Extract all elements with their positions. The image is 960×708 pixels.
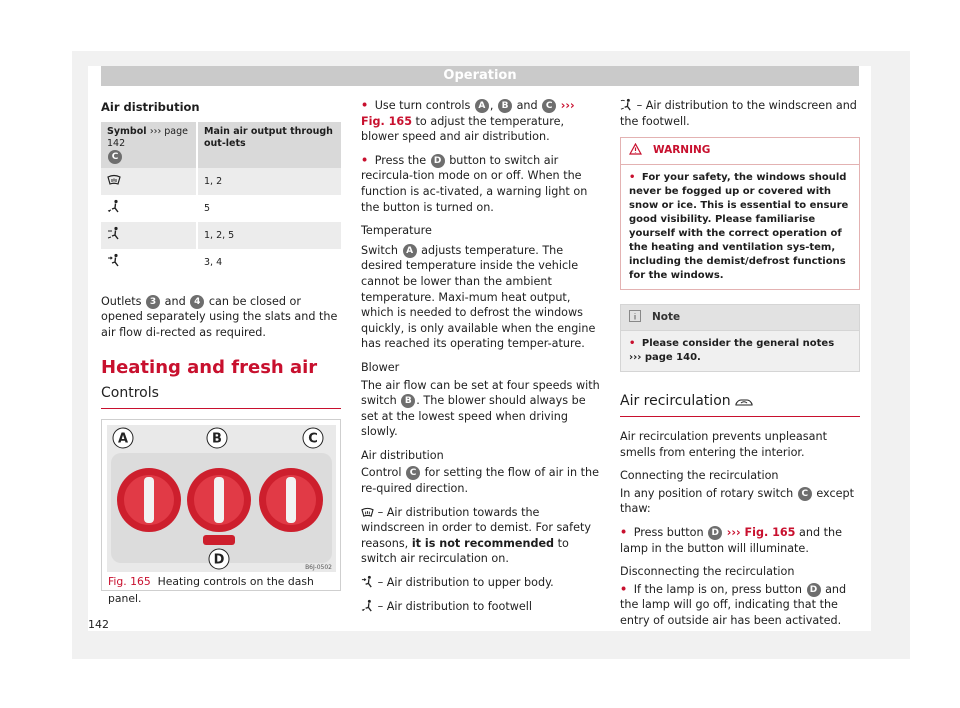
- air-distribution-subheading: Air distribution: [361, 448, 444, 462]
- figure-label-d: D: [213, 552, 225, 568]
- callout-a: A: [403, 244, 417, 258]
- page-ref-link[interactable]: ››› page 142: [107, 125, 188, 149]
- temperature-heading: Temperature: [361, 224, 432, 238]
- column-3: [620, 98, 860, 637]
- blower-heading: Blower: [361, 360, 400, 374]
- figure-label-b: B: [212, 431, 222, 447]
- warning-triangle-icon: [629, 143, 642, 155]
- bullet-icon: •: [620, 525, 628, 539]
- recirculation-car-icon: [735, 397, 753, 407]
- table-row: [101, 222, 341, 249]
- callout-3: 3: [146, 295, 160, 309]
- bullet-icon: •: [629, 171, 636, 183]
- fig-ref-link[interactable]: ››› Fig. 165: [726, 525, 796, 539]
- figure-ref: Fig. 165: [108, 574, 151, 588]
- info-icon: [629, 310, 641, 322]
- figure-code: B6J-0502: [305, 563, 332, 571]
- connecting-bullet: • Press button D ››› Fig. 165 and the lamp in the button will illuminate.: [620, 525, 842, 555]
- callout-d: D: [708, 526, 722, 540]
- table-cell-outlets: 5: [204, 202, 211, 214]
- page-header: Operation: [101, 66, 859, 86]
- page-number: 142: [88, 618, 109, 631]
- body-footwell-icon: [107, 226, 121, 240]
- bullet-recirc-button: • Press the D button to switch air recircula-tion mode on or off. When the function is ac-tivated, a warning light on the button is turned on.: [361, 153, 588, 214]
- footwell-icon: [361, 599, 374, 612]
- table-row: [101, 195, 341, 222]
- table-header-symbol: Symbol ››› page 142 C: [101, 122, 197, 168]
- disconnecting-heading: Disconnecting the recirculation: [620, 565, 795, 579]
- fig-ref-link[interactable]: ››› Fig. 165: [361, 99, 575, 128]
- column-1: [101, 98, 341, 605]
- figure-box: [101, 419, 341, 605]
- callout-d: D: [431, 154, 445, 168]
- note-header: Note: [621, 305, 859, 332]
- callout-b: B: [498, 99, 512, 113]
- figure-label-a: A: [117, 431, 129, 447]
- note-body: • Please consider the general notes ››› page 140.: [629, 338, 835, 364]
- table-row: [101, 249, 341, 276]
- connecting-paragraph: In any position of rotary switch C except thaw:: [620, 486, 854, 516]
- bullet-icon: •: [361, 153, 369, 167]
- table-cell-outlets: 3, 4: [204, 256, 223, 268]
- heating-controls-illustration: [107, 425, 336, 572]
- footwell-icon: [107, 199, 121, 213]
- temperature-paragraph: Switch A adjusts temperature. The desired temperature inside the vehicle cannot be lower than the ambient temperature. Maxi-mum heat output, which is needed to defrost the windows quickly, is only available when the engine has reached its operating temper-ature.: [361, 243, 596, 351]
- figure-caption: Fig. 165 Heating controls on the dash panel.: [108, 574, 314, 605]
- bullet-turn-controls: • Use turn controls A , B and C ››› Fig. 165 to adjust the temperature, blower speed and air distribution.: [361, 99, 575, 144]
- table-header-output: Main air output through out-lets: [197, 122, 341, 168]
- upper-body-icon: [361, 575, 374, 588]
- callout-c: C: [406, 466, 420, 480]
- footwell-paragraph: – Air distribution to footwell: [361, 599, 602, 615]
- bullet-icon: •: [629, 338, 636, 350]
- callout-b: B: [401, 394, 415, 408]
- note-box: [620, 304, 860, 373]
- bullet-icon: •: [361, 99, 369, 112]
- figure-label-c: C: [308, 431, 318, 447]
- column-2: [361, 98, 602, 622]
- table-cell-outlets: 1, 2, 5: [197, 222, 341, 249]
- air-recirculation-title: Air recirculation: [620, 394, 860, 417]
- connecting-heading: Connecting the recirculation: [620, 469, 779, 483]
- blower-paragraph: The air flow can be set at four speeds with switch B . The blower should always be set at the lowest speed when driving slowly.: [361, 378, 600, 439]
- figure-image: [107, 425, 336, 572]
- callout-c: C: [798, 487, 812, 501]
- warning-header: WARNING: [621, 138, 859, 165]
- callout-4: 4: [190, 295, 204, 309]
- page-ref-link[interactable]: ››› page 140: [629, 352, 698, 364]
- upper-body-icon: [107, 253, 121, 267]
- section-title: Heating and fresh air: [101, 357, 318, 379]
- air-distribution-paragraph: Control C for setting the flow of air in the re-quired direction.: [361, 466, 599, 496]
- callout-c: C: [542, 99, 556, 113]
- outlets-paragraph: Outlets 3 and 4 can be closed or opened separately using the slats and the air flow di-rected as required.: [101, 294, 338, 339]
- warning-box: [620, 137, 860, 290]
- air-output-table: [101, 122, 341, 276]
- warning-body: • For your safety, the windows should never be fogged up or covered with snow or ice. This is essential to ensure good visibility. Please familiarise yourself with the correct operation of the heating and ventilation sys-tem, including the demist/defrost functions for the windows.: [629, 171, 849, 281]
- table-row: [101, 168, 341, 195]
- callout-c: C: [108, 150, 122, 164]
- table-cell-outlets: 1, 2: [197, 168, 341, 195]
- air-distribution-heading: Air distribution: [101, 100, 200, 114]
- callout-d: D: [807, 583, 821, 597]
- windscreen-icon: [107, 174, 121, 186]
- recirc-intro: Air recirculation prevents unpleasant smells from entering the interior.: [620, 429, 827, 459]
- windscreen-icon: [361, 507, 374, 518]
- callout-a: A: [475, 99, 489, 113]
- upper-body-paragraph: – Air distribution to upper body.: [361, 575, 602, 591]
- windscreen-paragraph: – Air distribution towards the windscreen in order to demist. For safety reasons, it is not recommended to switch air recirculation on.: [361, 505, 591, 566]
- bullet-icon: •: [620, 582, 628, 596]
- windscreen-footwell-icon: [620, 98, 633, 111]
- disconnecting-bullet: • If the lamp is on, press button D and the lamp will go off, indicating that the entry of outside air has been activated.: [620, 582, 847, 627]
- subsection-title: Controls: [101, 386, 341, 409]
- windscreen-footwell-paragraph: – Air distribution to the windscreen and the footwell.: [620, 99, 857, 128]
